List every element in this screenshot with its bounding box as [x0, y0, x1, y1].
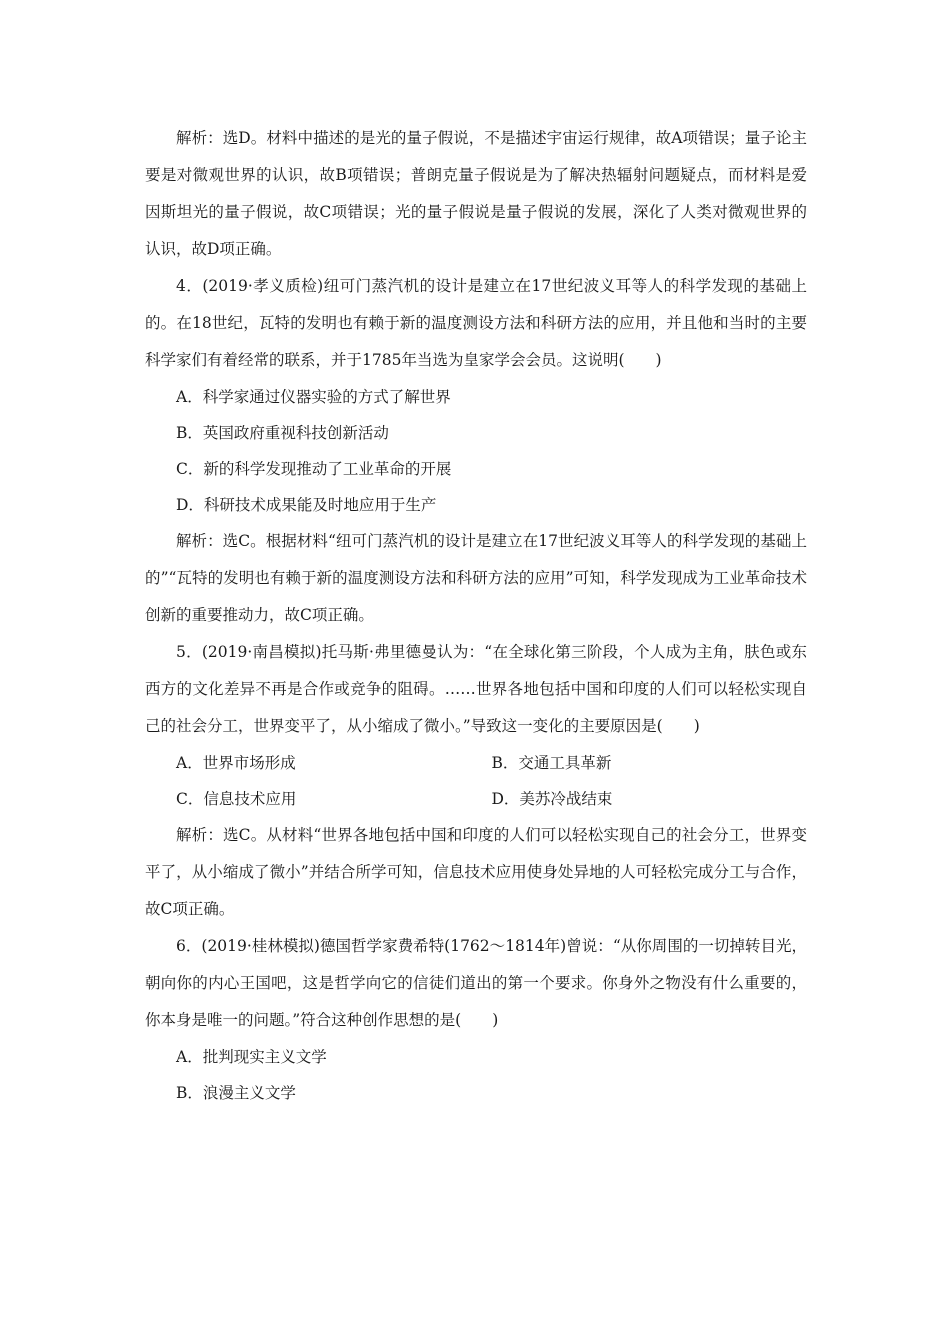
- q4-option-d: D．科研技术成果能及时地应用于生产: [176, 496, 437, 514]
- q5-option-d: D．美苏冷战结束: [491, 790, 613, 808]
- q5-option-b: B．交通工具革新: [491, 754, 612, 772]
- document-page: [145, 120, 807, 1111]
- q5-option-c: C．信息技术应用: [176, 790, 297, 808]
- q6-option-a: A．批判现实主义文学: [176, 1048, 327, 1066]
- q5-stem: 5．(2019·南昌模拟)托马斯·弗里德曼认为：“在全球化第三阶段，个人成为主角，肤色或东西方的文化差异不再是合作或竞争的阻碍。……世界各地包括中国和印度的人们可以轻松实现自己的社会分工，世界变平了，从小缩成了微小。”导致这一变化的主要原因是( ): [145, 643, 807, 735]
- q4-option-a: A．科学家通过仪器实验的方式了解世界: [176, 388, 451, 406]
- q5-options-row-1: [145, 745, 807, 781]
- q4-analysis: 解析：选C。根据材料“纽可门蒸汽机的设计是建立在17世纪波义耳等人的科学发现的基础上的”“瓦特的发明也有赖于新的温度测设方法和科研方法的应用”可知，科学发现成为工业革命技术创新的重要推动力，故C项正确。: [145, 532, 807, 624]
- q4-stem: 4．(2019·孝义质检)纽可门蒸汽机的设计是建立在17世纪波义耳等人的科学发现的基础上的。在18世纪，瓦特的发明也有赖于新的温度测设方法和科研方法的应用，并且他和当时的主要科学家们有着经常的联系，并于1785年当选为皇家学会会员。这说明( ): [145, 277, 807, 369]
- q6-option-b: B．浪漫主义文学: [176, 1084, 296, 1102]
- q6-stem: 6．(2019·桂林模拟)德国哲学家费希特(1762～1814年)曾说：“从你周围的一切掉转目光，朝向你的内心王国吧，这是哲学向它的信徒们道出的第一个要求。你身外之物没有什么重要的，你本身是唯一的问题。”符合这种创作思想的是( ): [145, 937, 807, 1029]
- q4-option-b: B．英国政府重视科技创新活动: [176, 424, 389, 442]
- q3-analysis: 解析：选D。材料中描述的是光的量子假说，不是描述宇宙运行规律，故A项错误；量子论主要是对微观世界的认识，故B项错误；普朗克量子假说是为了解决热辐射问题疑点，而材料是爱因斯坦光的量子假说，故C项错误；光的量子假说是量子假说的发展，深化了人类对微观世界的认识，故D项正确。: [145, 129, 807, 258]
- q5-options-row-2: [145, 781, 807, 817]
- q5-option-a: A．世界市场形成: [176, 754, 296, 772]
- q4-option-c: C．新的科学发现推动了工业革命的开展: [176, 460, 452, 478]
- q5-analysis: 解析：选C。从材料“世界各地包括中国和印度的人们可以轻松实现自己的社会分工，世界变平了，从小缩成了微小”并结合所学可知，信息技术应用使身处异地的人可轻松完成分工与合作，故C项正确。: [145, 826, 807, 918]
